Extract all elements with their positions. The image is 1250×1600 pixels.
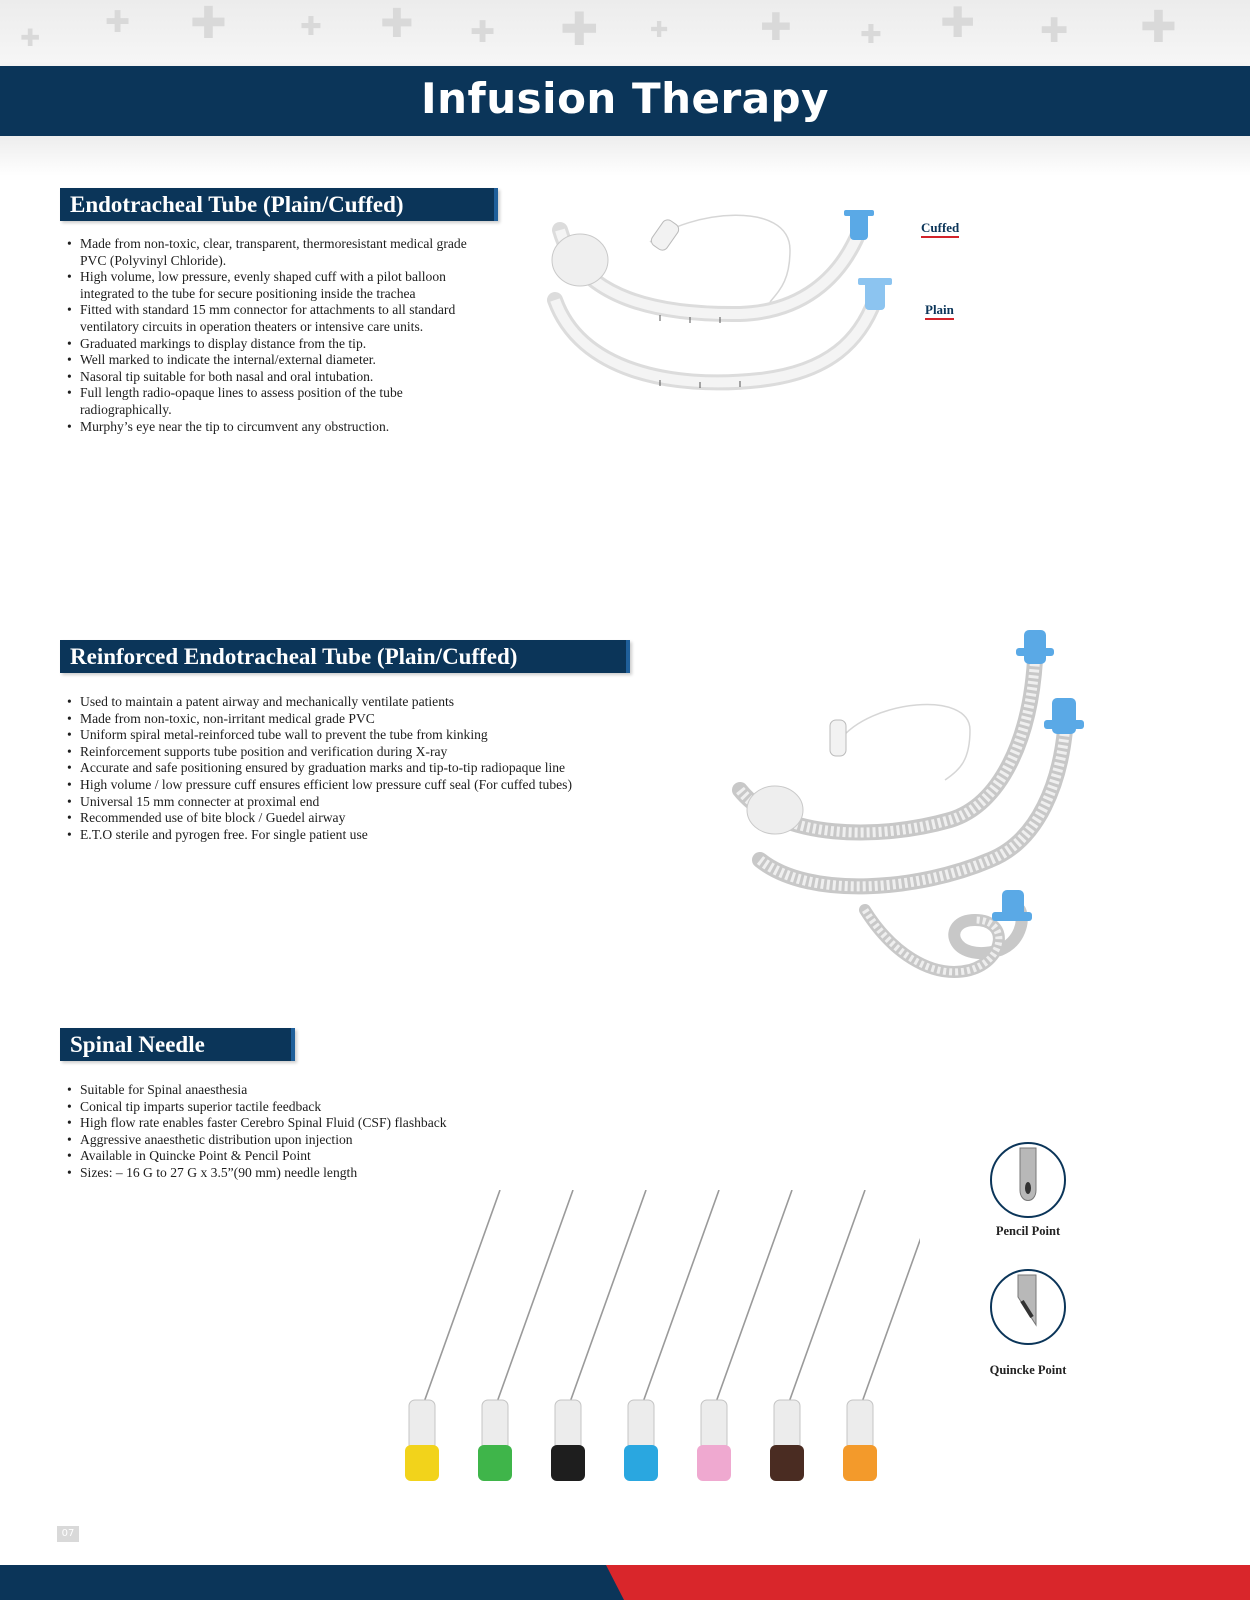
pencil-point-image xyxy=(988,1140,1068,1220)
endotracheal-tube-image xyxy=(540,190,920,405)
quincke-point-image xyxy=(988,1267,1068,1347)
list-item: • Fitted with standard 15 mm connector for attachments to all standard ventilatory circuits in operation theaters or intensive care units. xyxy=(66,302,496,335)
list-item: • Suitable for Spinal anaesthesia xyxy=(66,1082,546,1099)
spinal-needle xyxy=(843,1190,920,1481)
list-item: • Available in Quincke Point & Pencil Point xyxy=(66,1148,546,1165)
spinal-needle-feature-list xyxy=(66,1082,546,1182)
list-item: • High volume / low pressure cuff ensures efficient low pressure cuff seal (For cuffed tubes) xyxy=(66,777,666,794)
list-item: • Conical tip imparts superior tactile feedback xyxy=(66,1099,546,1116)
cuffed-label: Cuffed xyxy=(921,220,959,236)
list-item: • Reinforcement supports tube position and verification during X-ray xyxy=(66,744,666,761)
list-item: • Murphy’s eye near the tip to circumvent any obstruction. xyxy=(66,419,496,436)
spinal-needles-image xyxy=(380,1190,920,1500)
section-heading-reinforced-tube: Reinforced Endotracheal Tube (Plain/Cuffed) xyxy=(60,640,630,673)
quincke-point-label: Quincke Point xyxy=(989,1363,1067,1377)
list-item: • High volume, low pressure, evenly shaped cuff with a pilot balloon integrated to the tube for secure positioning inside the trachea xyxy=(66,269,496,302)
list-item: • High flow rate enables faster Cerebro Spinal Fluid (CSF) flashback xyxy=(66,1115,546,1132)
reinforced-feature-list xyxy=(66,694,666,843)
list-item: • Recommended use of bite block / Guedel airway xyxy=(66,810,666,827)
list-item: • Made from non-toxic, clear, transparent, thermoresistant medical grade PVC (Polyvinyl Chloride). xyxy=(66,236,496,269)
reinforced-tube-image xyxy=(730,620,1110,1010)
list-item: • Made from non-toxic, non-irritant medical grade PVC xyxy=(66,711,666,728)
page-title: Infusion Therapy xyxy=(420,74,829,123)
endotracheal-feature-list xyxy=(66,236,496,435)
list-item: • Used to maintain a patent airway and mechanically ventilate patients xyxy=(66,694,666,711)
list-item: • Nasoral tip suitable for both nasal and oral intubation. xyxy=(66,369,496,386)
plain-label: Plain xyxy=(925,302,954,318)
list-item: • Graduated markings to display distance from the tip. xyxy=(66,336,496,353)
pencil-point-label: Pencil Point xyxy=(995,1224,1061,1238)
header-cross-pattern: ✚ ✚ ✚ ✚ ✚ ✚ ✚ ✚ ✚ ✚ ✚ ✚ ✚ xyxy=(0,0,1250,70)
section-heading-endotracheal-tube: Endotracheal Tube (Plain/Cuffed) xyxy=(60,188,498,221)
section-heading-spinal-needle: Spinal Needle xyxy=(60,1028,295,1061)
list-item: • Aggressive anaesthetic distribution upon injection xyxy=(66,1132,546,1149)
list-item: • Well marked to indicate the internal/external diameter. xyxy=(66,352,496,369)
title-shadow-fade xyxy=(0,136,1250,176)
page-title-bar xyxy=(0,66,1250,136)
list-item: • Accurate and safe positioning ensured by graduation marks and tip-to-tip radiopaque line xyxy=(66,760,666,777)
list-item: • Universal 15 mm connecter at proximal end xyxy=(66,794,666,811)
list-item: • E.T.O sterile and pyrogen free. For single patient use xyxy=(66,827,666,844)
page-number: 07 xyxy=(57,1526,79,1542)
footer-band-red xyxy=(606,1565,1250,1600)
list-item: • Sizes: – 16 G to 27 G x 3.5”(90 mm) needle length xyxy=(66,1165,546,1182)
list-item: • Uniform spiral metal-reinforced tube wall to prevent the tube from kinking xyxy=(66,727,666,744)
list-item: • Full length radio-opaque lines to assess position of the tube radiographically. xyxy=(66,385,496,418)
